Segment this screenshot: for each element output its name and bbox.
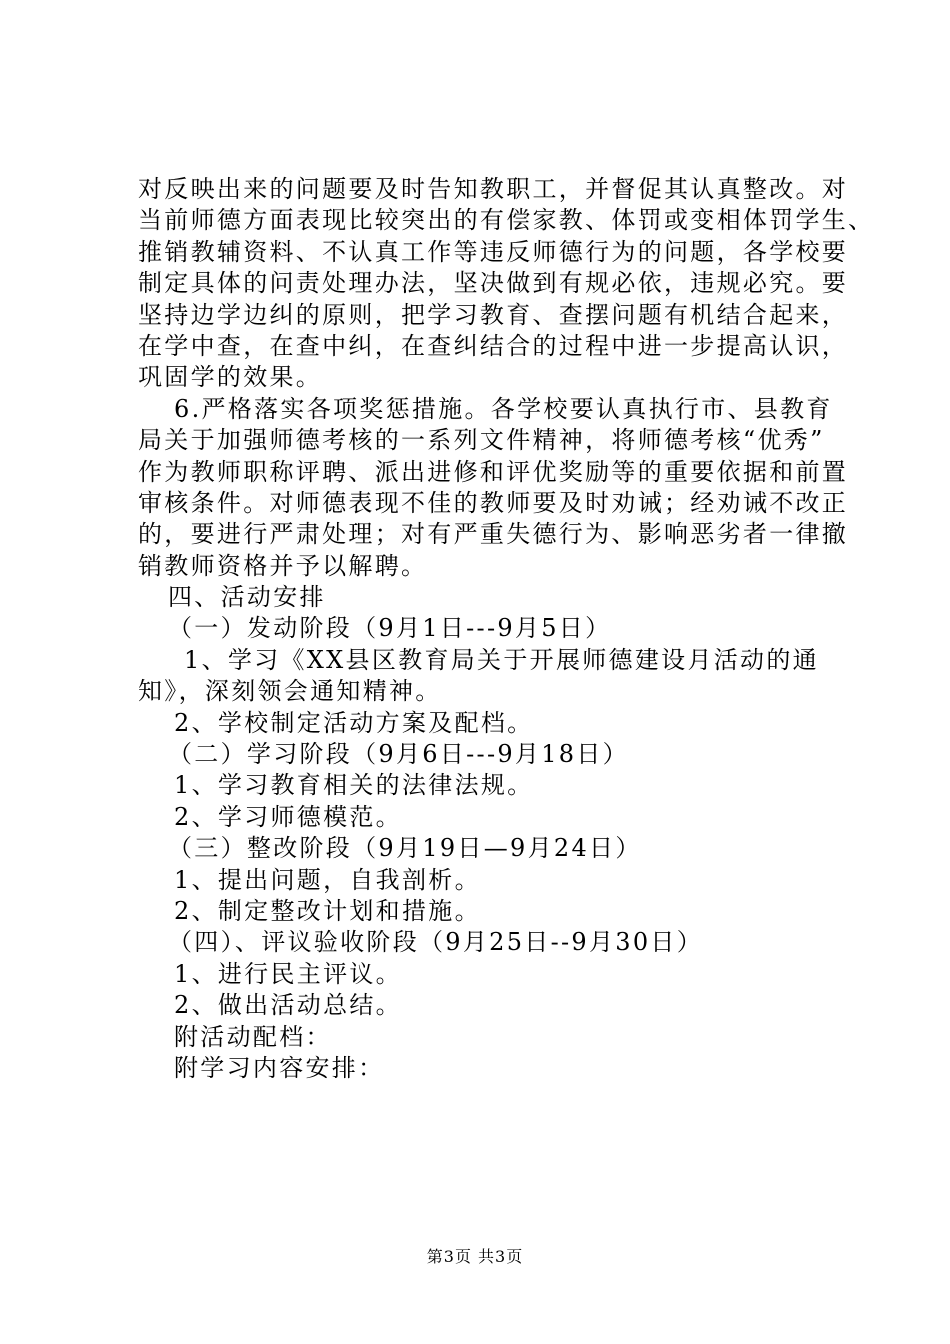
- body-line: 的，要进行严肃处理；对有严重失德行为、影响恶劣者一律撤: [138, 520, 849, 549]
- body-line: 审核条件。对师德表现不佳的教师要及时劝诫；经劝诫不改正: [138, 488, 849, 517]
- stage-heading: （一）发动阶段（9月1日---9月5日）: [168, 614, 612, 643]
- appendix-line: 附学习内容安排：: [174, 1053, 385, 1082]
- list-item: 2、制定整改计划和措施。: [174, 896, 481, 925]
- document-body: [138, 174, 875, 1084]
- body-line: 在学中查，在查中纠，在查纠结合的过程中进一步提高认识，: [138, 331, 849, 360]
- body-line: 作为教师职称评聘、派出进修和评优奖励等的重要依据和前置: [138, 457, 849, 486]
- body-line: 制定具体的问责处理办法，坚决做到有规必依，违规必究。要: [138, 269, 849, 298]
- list-item: 1、提出问题，自我剖析。: [174, 865, 481, 894]
- list-item: 2、学校制定活动方案及配档。: [174, 708, 534, 737]
- paragraph-start-line: 6.严格落实各项奖惩措施。各学校要认真执行市、县教育: [174, 394, 833, 423]
- body-line: 当前师德方面表现比较突出的有偿家教、体罚或变相体罚学生、: [138, 206, 875, 235]
- stage-heading: （二）学习阶段（9月6日---9月18日）: [168, 740, 629, 769]
- body-line: 局关于加强师德考核的一系列文件精神，将师德考核“优秀”: [138, 426, 825, 455]
- body-line: 知》，深刻领会通知精神。: [138, 677, 442, 706]
- stage-heading: （四）、评议验收阶段（9月25日--9月30日）: [168, 928, 704, 957]
- list-item: 2、学习师德模范。: [174, 802, 402, 831]
- body-line: 巩固学的效果。: [138, 363, 323, 392]
- body-line: 推销教辅资料、不认真工作等违反师德行为的问题，各学校要: [138, 237, 849, 266]
- list-item: 1、学习《XX县区教育局关于开展师德建设月活动的通: [184, 645, 819, 674]
- list-item: 2、做出活动总结。: [174, 991, 402, 1020]
- body-line: 销教师资格并予以解聘。: [138, 551, 428, 580]
- page-footer: 第3页 共3页: [426, 1247, 524, 1266]
- list-item: 1、学习教育相关的法律法规。: [174, 771, 534, 800]
- section-heading: 四、活动安排: [168, 583, 326, 612]
- body-line: 对反映出来的问题要及时告知教职工，并督促其认真整改。对: [138, 175, 849, 203]
- list-item: 1、进行民主评议。: [174, 959, 402, 988]
- stage-heading: （三）整改阶段（9月19日—9月24日）: [168, 834, 642, 863]
- appendix-line: 附活动配档：: [174, 1022, 332, 1051]
- body-line: 坚持边学边纠的原则，把学习教育、查摆问题有机结合起来，: [138, 300, 849, 329]
